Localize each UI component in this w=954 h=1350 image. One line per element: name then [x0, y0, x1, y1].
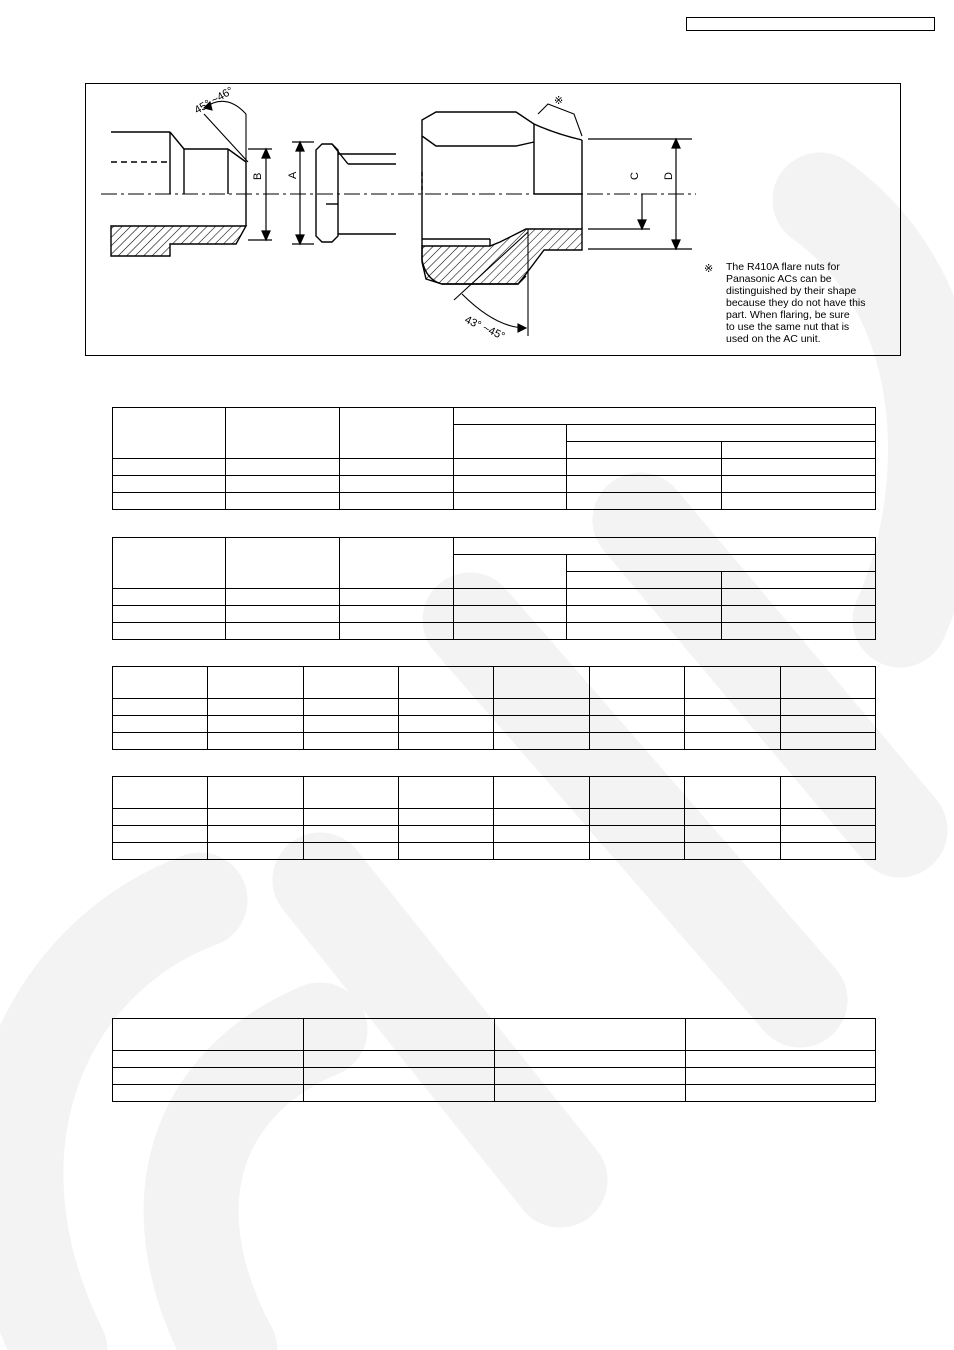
- note-mark: ※: [704, 263, 714, 275]
- header-box: [686, 17, 935, 31]
- torque-table: [112, 1018, 876, 1102]
- pipe-end: [316, 144, 396, 242]
- svg-text:used on the AC unit.: used on the AC unit.: [726, 333, 821, 345]
- flare-diagram: [85, 83, 901, 356]
- svg-text:to use the same nut that is: to use the same nut that is: [726, 321, 850, 333]
- dimension-d: [588, 139, 692, 249]
- table-row: [113, 1051, 876, 1068]
- reference-bracket: [538, 104, 582, 136]
- table-row: [113, 716, 876, 733]
- flare-nut: [422, 112, 582, 284]
- label-b: B: [252, 172, 264, 180]
- label-a: A: [287, 171, 299, 179]
- table-row: [113, 493, 876, 510]
- nut-angle-text: 43° ~45°: [462, 313, 507, 343]
- flare-angle-text: 45° ~46°: [192, 84, 236, 117]
- table-row: [113, 1085, 876, 1102]
- svg-text:because they do not have this: because they do not have this: [726, 297, 866, 309]
- dimension-a: [292, 142, 314, 244]
- dimension-table-1: [112, 666, 876, 750]
- table-row: [113, 623, 876, 640]
- svg-text:distinguished by their shape: distinguished by their shape: [726, 285, 857, 297]
- flare-table-1: [112, 407, 876, 510]
- svg-text:Panasonic ACs can be: Panasonic ACs can be: [726, 273, 832, 285]
- table-row: [113, 826, 876, 843]
- label-c: C: [629, 172, 641, 180]
- table-row: [113, 606, 876, 623]
- table-row: [113, 843, 876, 860]
- table-row: [113, 459, 876, 476]
- note-text: [726, 261, 866, 345]
- flare-angle-callout: [204, 101, 248, 162]
- svg-text:part. When flaring, be sure: part. When flaring, be sure: [726, 309, 850, 321]
- dimension-table-2: [112, 776, 876, 860]
- svg-text:The R410A flare nuts for: The R410A flare nuts for: [726, 261, 840, 273]
- table-row: [113, 733, 876, 750]
- table-row: [113, 809, 876, 826]
- reference-mark: ※: [554, 95, 564, 107]
- table-row: [113, 1068, 876, 1085]
- table-row: [113, 589, 876, 606]
- dimension-c: [588, 194, 650, 229]
- table-row: [113, 699, 876, 716]
- flare-table-2: [112, 537, 876, 640]
- label-d: D: [663, 172, 675, 180]
- table-row: [113, 476, 876, 493]
